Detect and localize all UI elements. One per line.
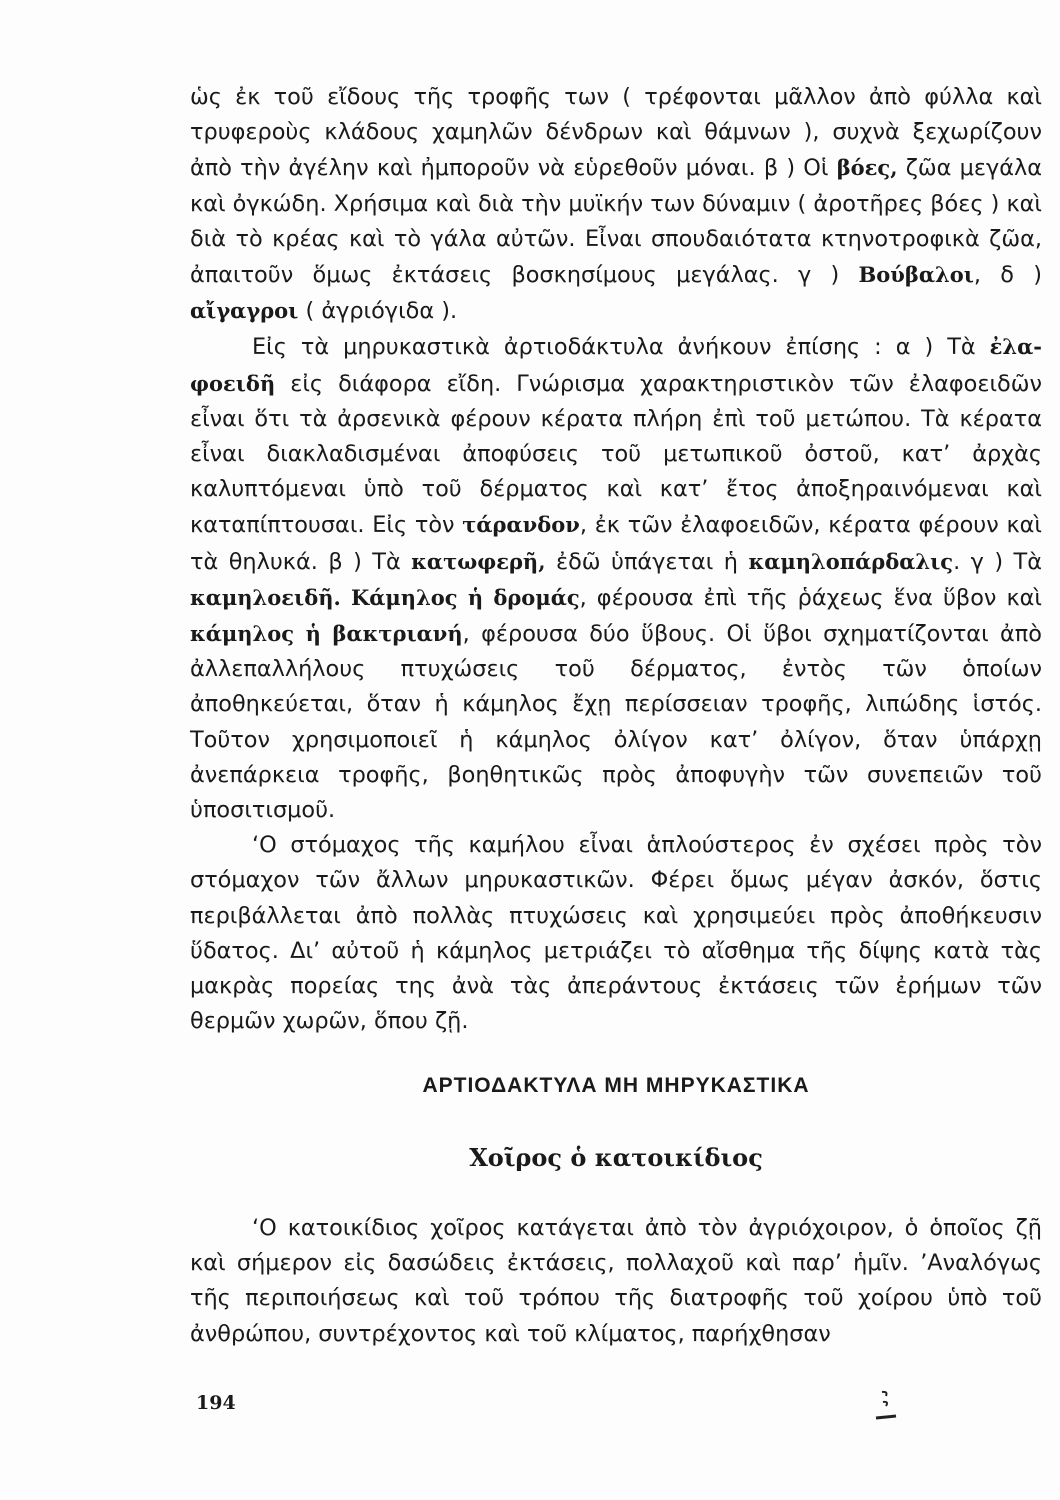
bold-term: αἴγαγροι	[190, 298, 299, 324]
text-run: , ἐκ τῶν ἐλαφοειδῶν, κέρατα φέρουν καὶ τὰ θηλυκά. β ) Τὰ	[190, 512, 1043, 575]
text-run: ‘Ο στόμαχος τῆς καμήλου εἶναι ἁπλούστερος ἐν σχέσει πρὸς τὸν στόμαχον τῶν ἄλλων μηρυκαστικῶν. Φέρει ὅμως μέγαν ἀσκόν, ὅστις περιβάλλεται ἀπὸ πολλὰς πτυχώσεις καὶ χρησιμεύει πρὸς ἀποθήκευσιν ὕδατος. Δι’ αὐτοῦ ἡ κάμηλος μετριάζει τὸ αἴσθημα τῆς δίψης κατὰ τὰς μακρὰς πορείας της ἀνὰ τὰς ἀπεράντους ἐκτάσεις τῶν ἐρήμων τῶν θερμῶν χωρῶν, ὅπου ζῇ.	[190, 832, 1042, 1035]
paragraph-deer-camels	[190, 329, 1042, 828]
bold-term: ἐλαφοειδῆ	[190, 334, 1042, 396]
body-text-bottom	[190, 1211, 1042, 1352]
text-run: ὡς ἐκ τοῦ εἴδους τῆς τροφῆς των ( τρέφονται μᾶλλον ἀπὸ φύλλα καὶ τρυφεροὺς κλάδους χαμηλῶν δένδρων καὶ θάμνων ), συχνὰ ξεχωρίζουν ἀπὸ τὴν ἀγέλην καὶ ἠμποροῦν νὰ εὑρεθοῦν μόναι. β ) Οἱ	[190, 84, 1042, 182]
text-run: , φέρουσα ἐπὶ τῆς ῥάχεως ἕνα ὕβον καὶ	[579, 584, 1042, 611]
bold-term: Βούβαλοι	[858, 262, 974, 288]
printer-mark-icon	[874, 1388, 898, 1428]
bold-term: βόες,	[836, 155, 898, 181]
paragraph-domestic-pig: ‘Ο κατοικίδιος χοῖρος κατάγεται ἀπὸ τὸν ἀγριόχοιρον, ὁ ὁποῖος ζῇ καὶ σήμερον εἰς δασώδεις ἐκτάσεις, πολλαχοῦ καὶ παρ’ ἡμῖν. ’Αναλόγως τῆς περιποιήσεως καὶ τοῦ τρόπου τῆς διατροφῆς τοῦ χοίρου ὑπὸ τοῦ ἀνθρώπου, συντρέχοντος καὶ τοῦ κλίματος, παρήχθησαν	[190, 1215, 1042, 1347]
text-run: εἰς διάφορα εἴδη. Γνώρισμα χαρακτηριστικὸν τῶν ἐλαφοειδῶν εἶναι ὅτι τὰ ἀρσενικὰ φέρουν κέρατα πλήρη ἐπὶ τοῦ μετώπου. Τὰ κέρατα εἶναι διακλαδισμέναι ἀποφύσεις τοῦ μετωπικοῦ ὀστοῦ, κατ’ ἀρχὰς καλυπτόμεναι ὑπὸ τοῦ δέρματος καὶ κατ’ ἔτος ἀποξηραινόμεναι καὶ καταπίπτουσαι. Εἰς τὸν	[190, 370, 1042, 539]
text-run: . γ ) Τὰ	[953, 548, 1042, 575]
paragraph-ruminants-cont	[190, 80, 1042, 329]
text-run: ( ἀγριόγιδα ).	[298, 298, 458, 325]
text-run: ἐδῶ ὑπάγεται ἡ	[545, 548, 749, 575]
text-run: , δ )	[973, 262, 1042, 289]
bold-term: τάρανδον	[462, 512, 580, 538]
text-run: ζῶα μεγάλα καὶ ὀγκώδη. Χρήσιμα καὶ διὰ τὴν μυϊκήν των δύναμιν ( ἀροτῆρες βόες ) καὶ διὰ τὸ κρέας καὶ τὸ γάλα αὐτῶν. Εἶναι σπουδαιότατα κτηνοτροφικὰ ζῶα, ἀπαιτοῦν ὅμως ἐκτάσεις βοσκησίμους μεγάλας. γ )	[190, 155, 1043, 289]
text-run: Εἰς τὰ μηρυκαστικὰ ἀρτιοδάκτυλα ἀνήκουν ἐπίσης : α ) Τὰ	[252, 334, 990, 361]
bold-term: καμηλοπάρδαλις	[748, 548, 954, 574]
body-text-top	[190, 80, 1042, 1039]
section-heading: ΑΡΤΙΟΔΑΚΤΥΛΑ ΜΗ ΜΗΡΥΚΑΣΤΙΚΑ	[422, 1074, 810, 1097]
subsection-heading: Χοῖρος ὁ κατοικίδιος	[469, 1143, 763, 1172]
page-number: 194	[196, 1392, 236, 1414]
bold-term: καμηλοειδῆ. Κάμηλος ἡ δρομάς	[190, 584, 580, 610]
paragraph-camel-stomach	[190, 828, 1042, 1039]
bold-term: κατωφερῆ,	[411, 548, 546, 574]
bold-term: κάμηλος ἡ βακτριανή	[190, 621, 463, 647]
text-run: , φέρουσα δύο ὕβους. Οἱ ὕβοι σχηματίζονται ἀπὸ ἀλλεπαλλήλους πτυχώσεις τοῦ δέρματος, ἐντὸς τῶν ὁποίων ἀποθηκεύεται, ὅταν ἡ κάμηλος ἔχῃ περίσσειαν τροφῆς, λιπώδης ἱστός. Τοῦτον χρησιμοποιεῖ ἡ κάμηλος ὀλίγον κατ’ ὀλίγον, ὅταν ὑπάρχῃ ἀνεπάρκεια τροφῆς, βοηθητικῶς πρὸς ἀποφυγὴν τῶν συνεπειῶν τοῦ ὑποσιτισμοῦ.	[190, 621, 1042, 824]
